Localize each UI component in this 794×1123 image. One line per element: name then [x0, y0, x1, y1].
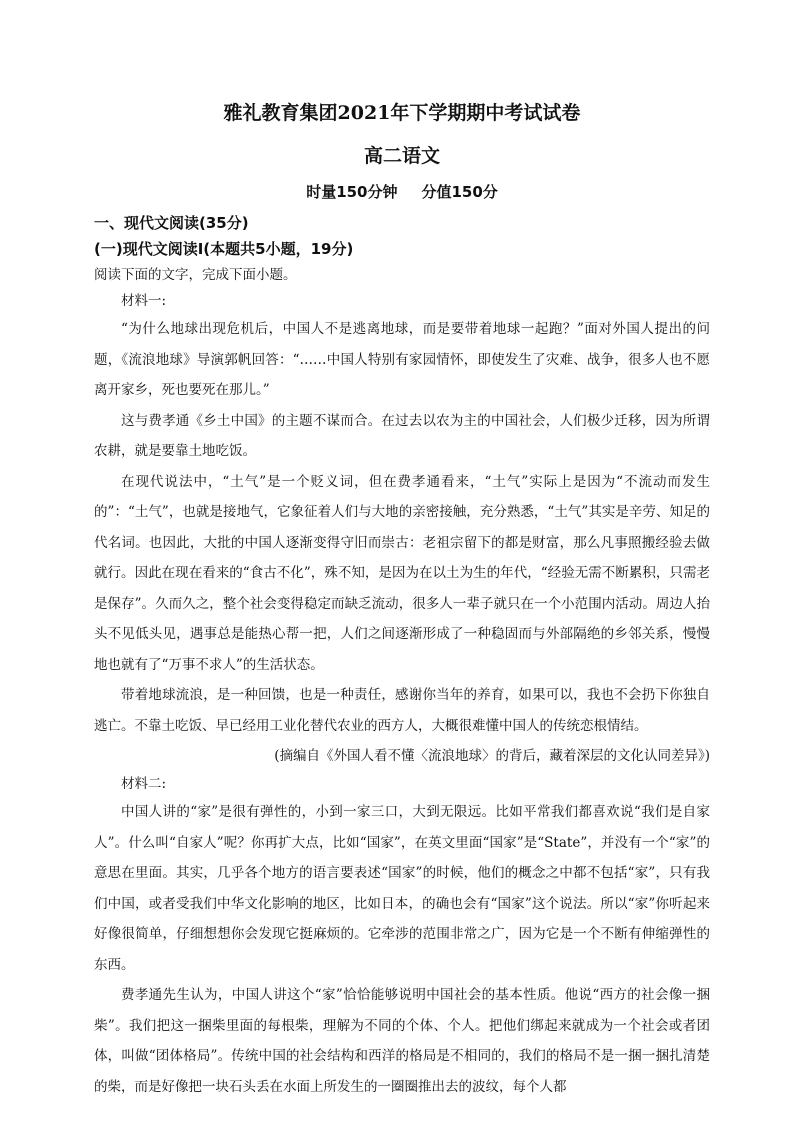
- material-1-paragraph: “为什么地球出现危机后，中国人不是逃离地球，而是要带着地球一起跑？”面对外国人提出的问题，《流浪地球》导演郭帆回答：“……中国人特别有家园情怀，即使发生了灾难、战争，很多人也不愿离开家乡，死也要死在那儿。”: [94, 321, 710, 398]
- exam-meta: [94, 180, 710, 204]
- material-1-paragraph: 在现代说法中，“土气”是一个贬义词，但在费孝通看来，“土气”实际上是因为“不流动而发生的”：“土气”，也就是接地气，它象征着人们与大地的亲密接触，充分熟悉，“土气”其实是辛劳、知足的代名词。也因此，大批的中国人逐渐变得守旧而崇古：老祖宗留下的都是财富，那么凡事照搬经验去做就行。因此在现在看来的“食古不化”，殊不知，是因为在以土为生的年代，“经验无需不断累积，只需老是保存”。久而久之，整个社会变得稳定而缺乏流动，很多人一辈子就只在一个小范围内活动。周边人抬头不见低头见，遇事总是能热心帮一把，人们之间逐渐形成了一种稳固而与外部隔绝的乡邻关系，慢慢地也就有了“万事不求人”的生活状态。: [94, 473, 710, 673]
- exam-time: 时量150分钟: [306, 183, 398, 201]
- material-1-source: (摘编自《外国人看不懂〈流浪地球〉的背后，藏着深层的文化认同差异》): [274, 748, 710, 764]
- material-2-paragraph: 中国人讲的“家”是很有弹性的，小到一家三口，大到无限远。比如平常我们都喜欢说“我们是自家人”。什么叫“自家人”呢？你再扩大点，比如“国家”，在英文里面“国家”是“State”，并没有一个“家”的意思在里面。其实，几乎各个地方的语言要表述“国家”的时候，他们的概念之中都不包括“家”，只有我们中国，或者受我们中华文化影响的地区，比如日本，的确也会有“国家”这个说法。所以“家”你听起来好像很简单，仔细想想你会发现它挺麻烦的。它牵涉的范围非常之广，因为它是一个不断有伸缩弹性的东西。: [94, 804, 710, 973]
- material-2-label: 材料二:: [121, 776, 167, 792]
- material-2-paragraph: 费孝通先生认为，中国人讲这个“家”恰恰能够说明中国社会的基本性质。他说“西方的社会像一捆柴”。我们把这一捆柴里面的每根柴，理解为不同的个体、个人。把他们绑起来就成为一个社会或者团体，叫做“团体格局”。传统中国的社会结构和西洋的格局是不相同的，我们的格局不是一捆一捆扎清楚的柴，而是好像把一块石头丢在水面上所发生的一圈圈推出去的波纹，每个人都: [94, 987, 710, 1095]
- material-1-paragraph: 带着地球流浪，是一种回馈，也是一种责任，感谢你当年的养育，如果可以，我也不会扔下你独自逃亡。不靠土吃饭、早已经用工业化替代农业的西方人，大概很难懂中国人的传统恋根情结。: [94, 687, 710, 734]
- subject-title: 高二语文: [363, 145, 440, 167]
- section-subheading: (一)现代文阅读Ⅰ(本题共5小题，19分): [94, 240, 354, 258]
- exam-score: 分值150分: [421, 183, 498, 201]
- material-1-paragraph: 这与费孝通《乡土中国》的主题不谋而合。在过去以农为主的中国社会，人们极少迁移，因为所谓农耕，就是要靠土地吃饭。: [94, 412, 710, 459]
- section-heading: 一、现代文阅读(35分): [94, 214, 249, 232]
- exam-title: 雅礼教育集团2021年下学期期中考试试卷: [223, 102, 581, 124]
- material-1-label: 材料一:: [121, 293, 167, 309]
- section-instruction: 阅读下面的文字，完成下面小题。: [94, 267, 297, 283]
